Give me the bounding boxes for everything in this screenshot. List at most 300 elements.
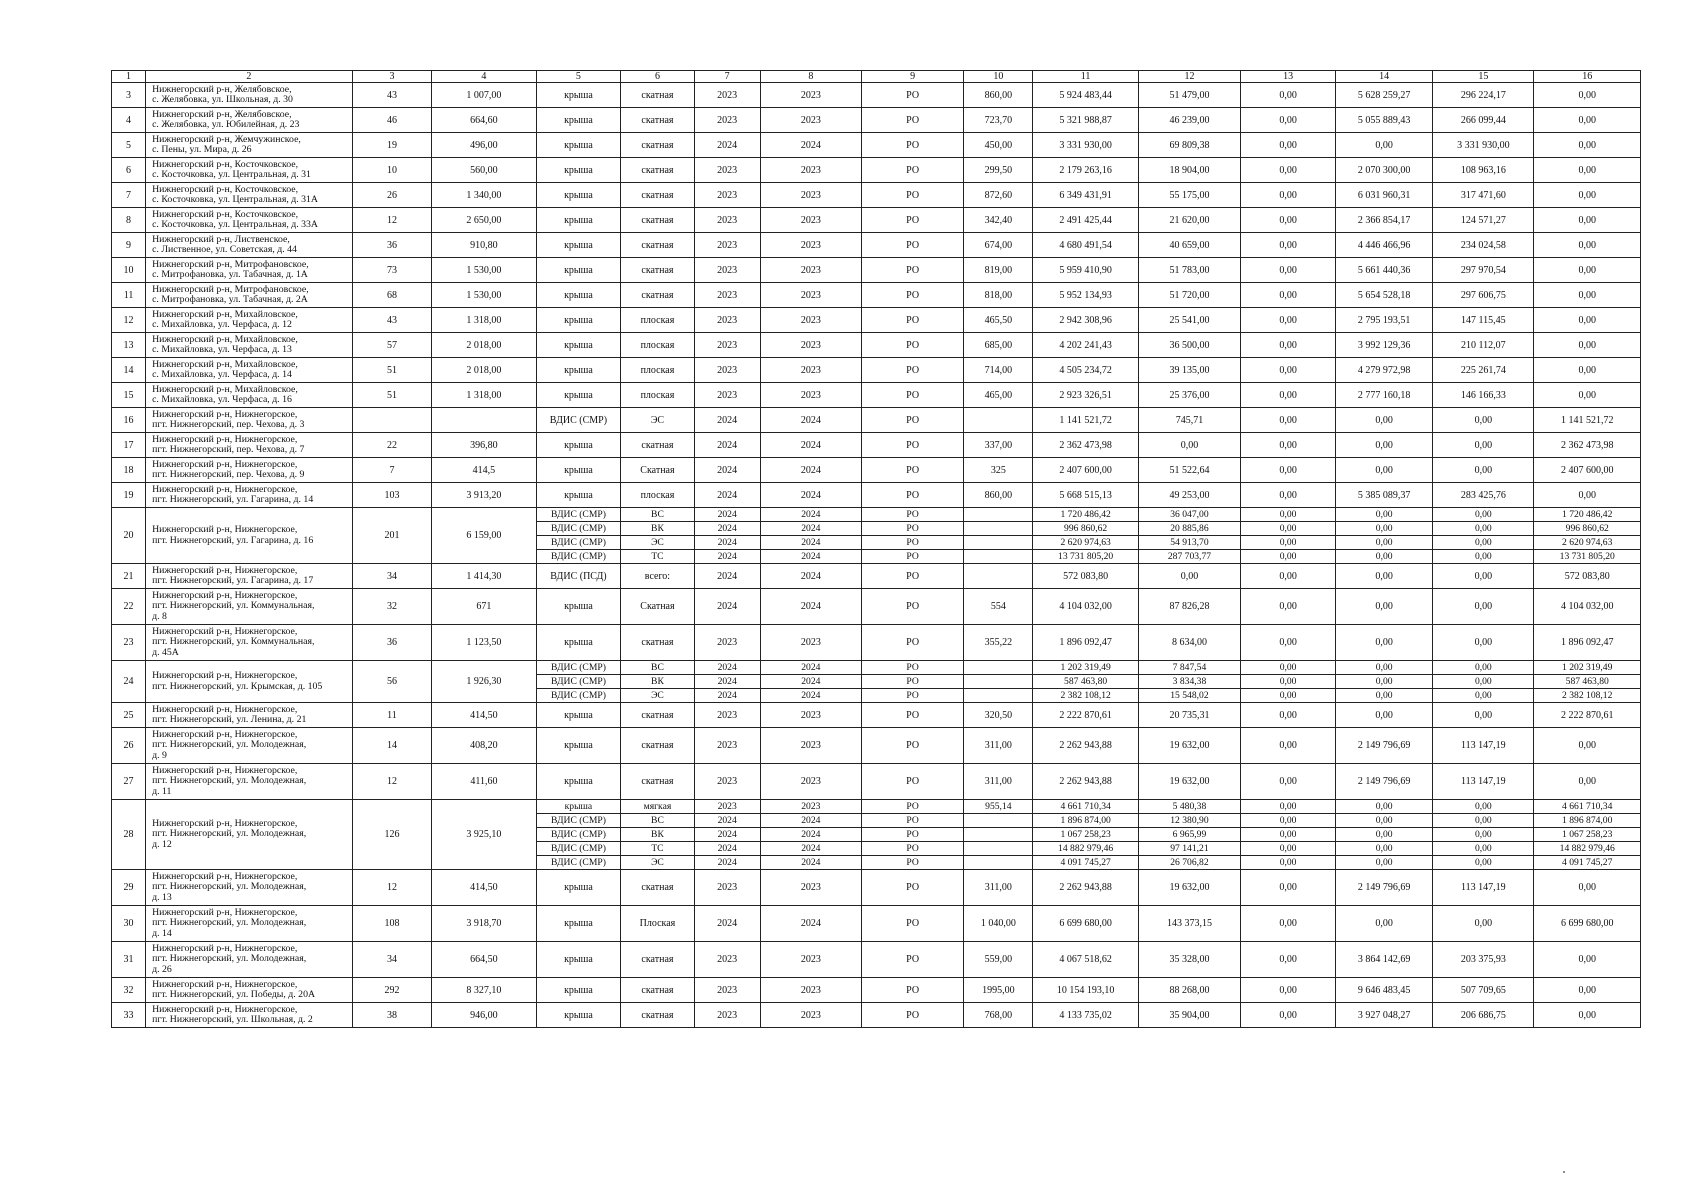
work-subtype-stack <box>621 800 694 870</box>
plan-year-start: 2024 <box>695 522 760 536</box>
row-number: 8 <box>112 208 146 233</box>
work-subtype: ВС <box>621 814 693 828</box>
cost-per-unit: 55 175,00 <box>1138 183 1240 208</box>
volume: 872,60 <box>964 183 1033 208</box>
area-value: 946,00 <box>432 1003 536 1028</box>
work-type: ВДИС (СМР) <box>550 690 606 701</box>
fund-regional: 6 031 960,31 <box>1336 183 1433 208</box>
fund-federal: 0,00 <box>1241 703 1336 728</box>
fund-regional: 3 864 142,69 <box>1336 942 1433 978</box>
volume: 819,00 <box>964 258 1033 283</box>
fund-regional: 0,00 <box>1336 458 1433 483</box>
apartments-count: 201 <box>352 508 432 564</box>
work-type: ВДИС (СМР) <box>537 522 621 536</box>
plan-year-start: 2023 <box>694 83 760 108</box>
plan-year-start: 2023 <box>694 728 760 764</box>
fund-owners: 0,00 <box>1534 358 1641 383</box>
area-value: 560,00 <box>432 158 536 183</box>
plan-year-start: 2024 <box>717 857 737 868</box>
cost-per-unit: 6 965,99 <box>1139 828 1240 842</box>
total-cost: 1 720 486,42 <box>1033 508 1137 522</box>
fund-regional: 4 279 972,98 <box>1336 358 1433 383</box>
area-value: 1 340,00 <box>432 183 536 208</box>
fund-federal: 0,00 <box>1241 625 1336 661</box>
program: РО <box>861 703 963 728</box>
plan-year-end: 2023 <box>760 183 861 208</box>
fund-owners: 1 067 258,23 <box>1534 828 1640 842</box>
cost-per-unit: 21 620,00 <box>1138 208 1240 233</box>
table-row <box>112 208 1641 233</box>
fund-regional: 0,00 <box>1336 522 1432 536</box>
fund-local: 0,00 <box>1474 551 1492 562</box>
fund-local: 0,00 <box>1433 589 1534 625</box>
column-number: 5 <box>536 71 621 83</box>
program: РО <box>861 133 963 158</box>
work-subtype: ВК <box>621 522 693 536</box>
total-cost: 6 349 431,91 <box>1033 183 1138 208</box>
work-type-stack <box>536 661 621 703</box>
work-subtype: скатная <box>621 764 694 800</box>
row-number: 15 <box>112 383 146 408</box>
apartments-count: 11 <box>352 703 432 728</box>
fund-federal: 0,00 <box>1241 564 1336 589</box>
fund-owners: 1 141 521,72 <box>1534 408 1641 433</box>
address-line: пгт. Нижнегорский, ул. Гагарина, д. 14 <box>152 494 314 505</box>
plan-year-end: 2024 <box>760 408 861 433</box>
fund-local: 0,00 <box>1433 906 1534 942</box>
work-type: ВДИС (СМР) <box>537 814 621 828</box>
work-subtype: скатная <box>621 183 694 208</box>
fund-federal: 0,00 <box>1241 483 1336 508</box>
table-row <box>112 83 1641 108</box>
work-type: крыша <box>536 942 621 978</box>
program-stack <box>861 508 963 564</box>
program: РО <box>862 508 963 522</box>
address-line: Нижнегорский р-н, Лиственское, <box>152 233 290 245</box>
volume <box>964 842 1032 856</box>
fund-regional-stack <box>1336 800 1433 870</box>
address-cell <box>146 233 353 258</box>
fund-federal: 0,00 <box>1241 158 1336 183</box>
volume <box>964 814 1032 828</box>
total-cost: 4 104 032,00 <box>1033 589 1138 625</box>
total-cost: 2 179 263,16 <box>1033 158 1138 183</box>
address-line: д. 9 <box>152 749 167 761</box>
fund-regional: 0,00 <box>1336 133 1433 158</box>
area-value: 671 <box>432 589 536 625</box>
apartments-count: 10 <box>352 158 432 183</box>
work-type: крыша <box>536 906 621 942</box>
total-cost-stack <box>1033 800 1138 870</box>
fund-federal: 0,00 <box>1241 83 1336 108</box>
fund-federal: 0,00 <box>1241 333 1336 358</box>
volume: 860,00 <box>964 483 1033 508</box>
volume: 674,00 <box>964 233 1033 258</box>
fund-federal: 0,00 <box>1241 522 1335 536</box>
plan-year-end: 2023 <box>760 383 861 408</box>
fund-owners: 0,00 <box>1534 158 1641 183</box>
cost-per-unit: 46 239,00 <box>1138 108 1240 133</box>
plan-year-end: 2024 <box>761 536 861 550</box>
address-line: пгт. Нижнегорский, пер. Чехова, д. 7 <box>152 444 305 455</box>
fund-owners: 0,00 <box>1534 870 1641 906</box>
work-type-stack <box>536 508 621 564</box>
fund-owners: 1 720 486,42 <box>1534 508 1640 522</box>
cost-per-unit: 35 904,00 <box>1138 1003 1240 1028</box>
fund-regional: 0,00 <box>1375 690 1393 701</box>
work-subtype: плоская <box>621 483 694 508</box>
area-value: 664,60 <box>432 108 536 133</box>
area-value: 496,00 <box>432 133 536 158</box>
plan-year-end: 2023 <box>761 800 861 814</box>
fund-local: 297 606,75 <box>1433 283 1534 308</box>
address-line: пгт. Нижнегорский, ул. Победы, д. 20А <box>152 989 316 1000</box>
fund-local: 113 147,19 <box>1433 728 1534 764</box>
work-type: крыша <box>536 433 621 458</box>
fund-federal: 0,00 <box>1241 383 1336 408</box>
column-number: 11 <box>1033 71 1138 83</box>
cost-per-unit: 87 826,28 <box>1138 589 1240 625</box>
fund-regional: 3 992 129,36 <box>1336 333 1433 358</box>
fund-owners: 1 202 319,49 <box>1534 661 1640 675</box>
address-cell <box>146 942 353 978</box>
fund-federal: 0,00 <box>1241 1003 1336 1028</box>
address-cell <box>146 1003 353 1028</box>
table-row <box>112 383 1641 408</box>
volume: 1 040,00 <box>964 906 1033 942</box>
volume: 311,00 <box>964 870 1033 906</box>
fund-owners: 0,00 <box>1534 383 1641 408</box>
address-cell <box>146 108 353 133</box>
fund-local: 146 166,33 <box>1433 383 1534 408</box>
cost-per-unit: 745,71 <box>1138 408 1240 433</box>
plan-year-end: 2023 <box>760 308 861 333</box>
program: РО <box>861 564 963 589</box>
work-subtype: скатная <box>621 233 694 258</box>
work-subtype: скатная <box>621 942 694 978</box>
table-row <box>112 183 1641 208</box>
fund-owners: 0,00 <box>1534 208 1641 233</box>
cost-per-unit: 0,00 <box>1138 564 1240 589</box>
plan-year-end: 2024 <box>760 564 861 589</box>
work-subtype: всего: <box>621 564 694 589</box>
column-number: 9 <box>861 71 963 83</box>
column-number-row <box>112 71 1641 83</box>
area-value: 664,50 <box>432 942 536 978</box>
fund-federal: 0,00 <box>1241 800 1335 814</box>
fund-federal: 0,00 <box>1241 870 1336 906</box>
fund-local: 0,00 <box>1433 433 1534 458</box>
address-line: с. Михайловка, ул. Черфаса, д. 16 <box>152 394 292 405</box>
plan-year-end: 2024 <box>801 551 821 562</box>
table-row <box>112 906 1641 942</box>
fund-regional: 0,00 <box>1336 625 1433 661</box>
fund-regional: 0,00 <box>1336 906 1433 942</box>
area-value: 408,20 <box>432 728 536 764</box>
fund-local-stack <box>1433 800 1534 870</box>
cost-per-unit: 25 541,00 <box>1138 308 1240 333</box>
address-line: Нижнегорский р-н, Нижнегорское, <box>152 670 298 681</box>
area-value: 3 913,20 <box>432 483 536 508</box>
fund-regional: 5 055 889,43 <box>1336 108 1433 133</box>
plan-year-start: 2023 <box>694 764 760 800</box>
address-cell <box>146 433 353 458</box>
fund-owners: 2 620 974,63 <box>1534 536 1640 550</box>
apartments-count: 38 <box>352 1003 432 1028</box>
total-cost: 4 091 745,27 <box>1060 857 1111 868</box>
fund-local: 3 331 930,00 <box>1433 133 1534 158</box>
address-line: Нижнегорский р-н, Нижнегорское, <box>152 483 298 495</box>
plan-year-end: 2024 <box>801 690 821 701</box>
apartments-count: 26 <box>352 183 432 208</box>
cost-per-unit: 51 479,00 <box>1138 83 1240 108</box>
row-number: 13 <box>112 333 146 358</box>
program: РО <box>862 536 963 550</box>
volume: 1995,00 <box>964 978 1033 1003</box>
row-number: 17 <box>112 433 146 458</box>
fund-owners: 0,00 <box>1534 978 1641 1003</box>
cost-per-unit: 54 913,70 <box>1139 536 1240 550</box>
address-line: Нижнегорский р-н, Нижнегорское, <box>152 564 298 576</box>
plan-year-end: 2023 <box>760 870 861 906</box>
work-subtype: ТС <box>651 551 664 562</box>
plan-year-start: 2024 <box>694 433 760 458</box>
apartments-count: 12 <box>352 208 432 233</box>
fund-regional: 2 149 796,69 <box>1336 764 1433 800</box>
fund-local: 0,00 <box>1433 536 1533 550</box>
plan-year-end: 2024 <box>761 842 861 856</box>
work-type: крыша <box>536 383 621 408</box>
volume: 342,40 <box>964 208 1033 233</box>
plan-year-end: 2023 <box>760 83 861 108</box>
program: РО <box>861 208 963 233</box>
plan-year-start: 2023 <box>694 208 760 233</box>
fund-federal: 0,00 <box>1241 108 1336 133</box>
fund-federal: 0,00 <box>1241 536 1335 550</box>
fund-federal: 0,00 <box>1241 308 1336 333</box>
plan-year-start: 2023 <box>694 233 760 258</box>
address-line: д. 11 <box>152 785 172 797</box>
apartments-count: 292 <box>352 978 432 1003</box>
row-number: 16 <box>112 408 146 433</box>
row-number: 25 <box>112 703 146 728</box>
plan-year-start-stack <box>694 800 760 870</box>
work-subtype: ВС <box>621 508 693 522</box>
cost-per-unit: 7 847,54 <box>1139 661 1240 675</box>
plan-year-end: 2024 <box>760 906 861 942</box>
fund-owners: 0,00 <box>1534 233 1641 258</box>
row-number: 24 <box>112 661 146 703</box>
total-cost: 2 262 943,88 <box>1033 764 1138 800</box>
apartments-count: 43 <box>352 308 432 333</box>
fund-local: 317 471,60 <box>1433 183 1534 208</box>
total-cost: 6 699 680,00 <box>1033 906 1138 942</box>
row-number: 6 <box>112 158 146 183</box>
row-number: 10 <box>112 258 146 283</box>
plan-year-start: 2024 <box>694 458 760 483</box>
fund-federal: 0,00 <box>1279 690 1297 701</box>
work-type: крыша <box>536 183 621 208</box>
table-row <box>112 589 1641 625</box>
fund-owners: 0,00 <box>1534 133 1641 158</box>
volume: 723,70 <box>964 108 1033 133</box>
address-line: пгт. Нижнегорский, ул. Молодежная, <box>152 828 307 840</box>
plan-year-end: 2023 <box>760 1003 861 1028</box>
table-row <box>112 564 1641 589</box>
table-row <box>112 661 1641 703</box>
address-line: с. Косточковка, ул. Центральная, д. 31А <box>152 194 318 205</box>
apartments-count: 103 <box>352 483 432 508</box>
work-type: крыша <box>536 308 621 333</box>
address-cell <box>146 906 353 942</box>
row-number: 7 <box>112 183 146 208</box>
address-line: с. Желябовка, ул. Школьная, д. 30 <box>152 94 293 105</box>
cost-per-unit: 25 376,00 <box>1138 383 1240 408</box>
plan-year-start: 2023 <box>695 800 760 814</box>
address-line: пгт. Нижнегорский, пер. Чехова, д. 3 <box>152 419 305 430</box>
plan-year-end: 2024 <box>760 458 861 483</box>
fund-regional: 0,00 <box>1336 536 1432 550</box>
volume: 337,00 <box>964 433 1033 458</box>
address-line: с. Желябовка, ул. Юбилейная, д. 23 <box>152 119 300 130</box>
area-value: 3 918,70 <box>432 906 536 942</box>
address-line: с. Митрофановка, ул. Табачная, д. 2А <box>152 294 308 305</box>
total-cost: 587 463,80 <box>1033 675 1137 689</box>
fund-owners-stack <box>1534 661 1641 703</box>
volume <box>964 675 1032 689</box>
total-cost: 2 262 943,88 <box>1033 870 1138 906</box>
area-value: 6 159,00 <box>432 508 536 564</box>
cost-per-unit: 19 632,00 <box>1138 764 1240 800</box>
plan-year-end: 2023 <box>760 158 861 183</box>
fund-owners: 2 407 600,00 <box>1534 458 1641 483</box>
fund-federal: 0,00 <box>1241 728 1336 764</box>
work-type-stack <box>536 800 621 870</box>
cost-per-unit: 19 632,00 <box>1138 870 1240 906</box>
fund-owners: 2 382 108,12 <box>1562 690 1613 701</box>
plan-year-start: 2024 <box>695 661 760 675</box>
column-number: 7 <box>694 71 760 83</box>
total-cost: 2 222 870,61 <box>1033 703 1138 728</box>
row-number: 5 <box>112 133 146 158</box>
apartments-count: 56 <box>352 661 432 703</box>
work-type: крыша <box>536 978 621 1003</box>
apartments-count: 14 <box>352 728 432 764</box>
total-cost: 1 141 521,72 <box>1033 408 1138 433</box>
plan-year-start: 2023 <box>694 942 760 978</box>
work-type: крыша <box>536 483 621 508</box>
volume: 818,00 <box>964 283 1033 308</box>
fund-regional: 5 654 528,18 <box>1336 283 1433 308</box>
fund-regional: 5 661 440,36 <box>1336 258 1433 283</box>
cost-per-unit: 12 380,90 <box>1139 814 1240 828</box>
plan-year-end: 2024 <box>760 433 861 458</box>
plan-year-start: 2024 <box>694 133 760 158</box>
table-row <box>112 308 1641 333</box>
fund-owners: 0,00 <box>1534 1003 1641 1028</box>
table-row <box>112 358 1641 383</box>
address-line: Нижнегорский р-н, Нижнегорское, <box>152 458 298 470</box>
area-value: 1 926,30 <box>432 661 536 703</box>
total-cost: 2 407 600,00 <box>1033 458 1138 483</box>
work-subtype: ВС <box>621 661 693 675</box>
plan-year-start: 2024 <box>694 483 760 508</box>
program: РО <box>861 108 963 133</box>
plan-year-start-stack <box>694 661 760 703</box>
area-value: 414,5 <box>432 458 536 483</box>
address-line: пгт. Нижнегорский, ул. Молодежная, <box>152 953 307 965</box>
work-type: ВДИС (СМР) <box>550 551 606 562</box>
address-line: пгт. Нижнегорский, ул. Молодежная, <box>152 881 307 893</box>
fund-federal: 0,00 <box>1279 551 1297 562</box>
fund-owners: 14 882 979,46 <box>1534 842 1640 856</box>
fund-owners: 0,00 <box>1534 283 1641 308</box>
column-number: 8 <box>760 71 861 83</box>
fund-federal: 0,00 <box>1241 283 1336 308</box>
plan-year-start: 2023 <box>694 978 760 1003</box>
cost-per-unit: 69 809,38 <box>1138 133 1240 158</box>
program: РО <box>862 828 963 842</box>
table-row <box>112 108 1641 133</box>
program: РО <box>862 661 963 675</box>
row-number: 20 <box>112 508 146 564</box>
total-cost: 3 331 930,00 <box>1033 133 1138 158</box>
table-row <box>112 942 1641 978</box>
fund-local: 0,00 <box>1474 690 1492 701</box>
work-type: крыша <box>536 589 621 625</box>
program: РО <box>861 458 963 483</box>
cost-per-unit: 49 253,00 <box>1138 483 1240 508</box>
work-subtype: плоская <box>621 333 694 358</box>
fund-regional: 0,00 <box>1336 408 1433 433</box>
plan-year-end: 2023 <box>760 283 861 308</box>
address-line: с. Михайловка, ул. Черфаса, д. 14 <box>152 369 292 380</box>
fund-owners-stack <box>1534 800 1641 870</box>
row-number: 22 <box>112 589 146 625</box>
area-value: 2 018,00 <box>432 358 536 383</box>
work-subtype: ЭС <box>651 690 664 701</box>
cost-per-unit: 20 885,86 <box>1139 522 1240 536</box>
plan-year-start: 2024 <box>694 408 760 433</box>
total-cost: 2 262 943,88 <box>1033 728 1138 764</box>
address-line: с. Пены, ул. Мира, д. 26 <box>152 144 252 155</box>
address-cell <box>146 408 353 433</box>
volume: 768,00 <box>964 1003 1033 1028</box>
plan-year-start-stack <box>694 508 760 564</box>
total-cost: 1 202 319,49 <box>1033 661 1137 675</box>
cost-per-unit-stack <box>1138 800 1240 870</box>
row-number: 32 <box>112 978 146 1003</box>
fund-owners: 0,00 <box>1534 183 1641 208</box>
fund-federal: 0,00 <box>1241 675 1335 689</box>
area-value: 396,80 <box>432 433 536 458</box>
address-line: пгт. Нижнегорский, ул. Крымская, д. 105 <box>152 680 323 692</box>
fund-regional: 5 385 089,37 <box>1336 483 1433 508</box>
address-line: Нижнегорский р-н, Желябовское, <box>152 108 292 120</box>
total-cost: 2 491 425,44 <box>1033 208 1138 233</box>
fund-federal: 0,00 <box>1241 842 1335 856</box>
work-type: крыша <box>537 800 621 814</box>
work-subtype: скатная <box>621 978 694 1003</box>
table-row <box>112 433 1641 458</box>
fund-regional: 0,00 <box>1336 661 1432 675</box>
work-subtype: ТС <box>621 842 693 856</box>
cost-per-unit: 51 522,64 <box>1138 458 1240 483</box>
work-subtype: Скатная <box>621 589 694 625</box>
work-type: ВДИС (ПСД) <box>536 564 621 589</box>
fund-local: 0,00 <box>1433 458 1534 483</box>
plan-year-start: 2023 <box>694 870 760 906</box>
